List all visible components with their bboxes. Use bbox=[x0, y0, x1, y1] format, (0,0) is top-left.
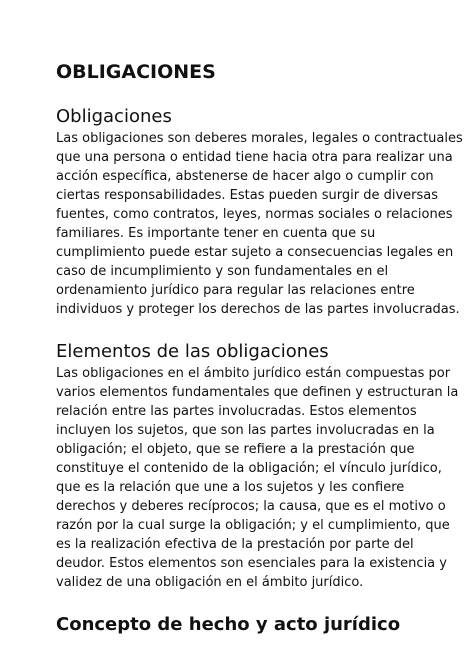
paragraph-line: que una persona o entidad tiene hacia otra para realizar una bbox=[56, 150, 453, 165]
paragraph-line: Las obligaciones en el ámbito jurídico están compuestas por bbox=[56, 366, 451, 381]
document-title: OBLIGACIONES bbox=[56, 61, 216, 83]
paragraph-line: cumplimiento puede estar sujeto a consecuencias legales en bbox=[56, 245, 454, 260]
paragraph-line: acción específica, abstenerse de hacer algo o cumplir con bbox=[56, 169, 434, 184]
paragraph-line: familiares. Es importante tener en cuenta que su bbox=[56, 226, 376, 241]
section-obligaciones bbox=[56, 105, 463, 319]
paragraph-line: constituye el contenido de la obligación; el vínculo jurídico, bbox=[56, 461, 442, 476]
section-paragraph bbox=[56, 364, 459, 592]
section-heading: Obligaciones bbox=[56, 106, 172, 127]
paragraph-line: ciertas responsabilidades. Estas pueden surgir de diversas bbox=[56, 188, 439, 203]
paragraph-line: Las obligaciones son deberes morales, legales o contractuales bbox=[56, 131, 463, 146]
section-paragraph bbox=[56, 129, 463, 319]
document-content bbox=[56, 60, 463, 658]
paragraph-line: es la realización efectiva de la prestación por parte del bbox=[56, 537, 414, 552]
paragraph-line: deudor. Estos elementos son esenciales para la existencia y bbox=[56, 556, 447, 571]
section-concepto bbox=[56, 613, 428, 637]
section-heading: Concepto de hecho y acto jurídico bbox=[56, 614, 401, 635]
paragraph-line: relación entre las partes involucradas. Estos elementos bbox=[56, 404, 417, 419]
paragraph-line: incluyen los sujetos, que son las partes involucradas en la bbox=[56, 423, 435, 438]
paragraph-line: que es la relación que une a los sujetos y les confiere bbox=[56, 480, 405, 495]
paragraph-line: derechos y deberes recíprocos; la causa, que es el motivo o bbox=[56, 499, 446, 514]
section-elementos bbox=[56, 340, 459, 592]
paragraph-line: validez de una obligación en el ámbito jurídico. bbox=[56, 575, 364, 590]
paragraph-line: varios elementos fundamentales que definen y estructuran la bbox=[56, 385, 459, 400]
paragraph-line: individuos y proteger los derechos de las partes involucradas. bbox=[56, 302, 460, 317]
section-heading: Elementos de las obligaciones bbox=[56, 341, 329, 362]
paragraph-line: fuentes, como contratos, leyes, normas sociales o relaciones bbox=[56, 207, 453, 222]
paragraph-line: caso de incumplimiento y son fundamentales en el bbox=[56, 264, 389, 279]
paragraph-line: razón por la cual surge la obligación; y el cumplimiento, que bbox=[56, 518, 450, 533]
paragraph-line: ordenamiento jurídico para regular las relaciones entre bbox=[56, 283, 415, 298]
paragraph-line: obligación; el objeto, que se refiere a la prestación que bbox=[56, 442, 415, 457]
